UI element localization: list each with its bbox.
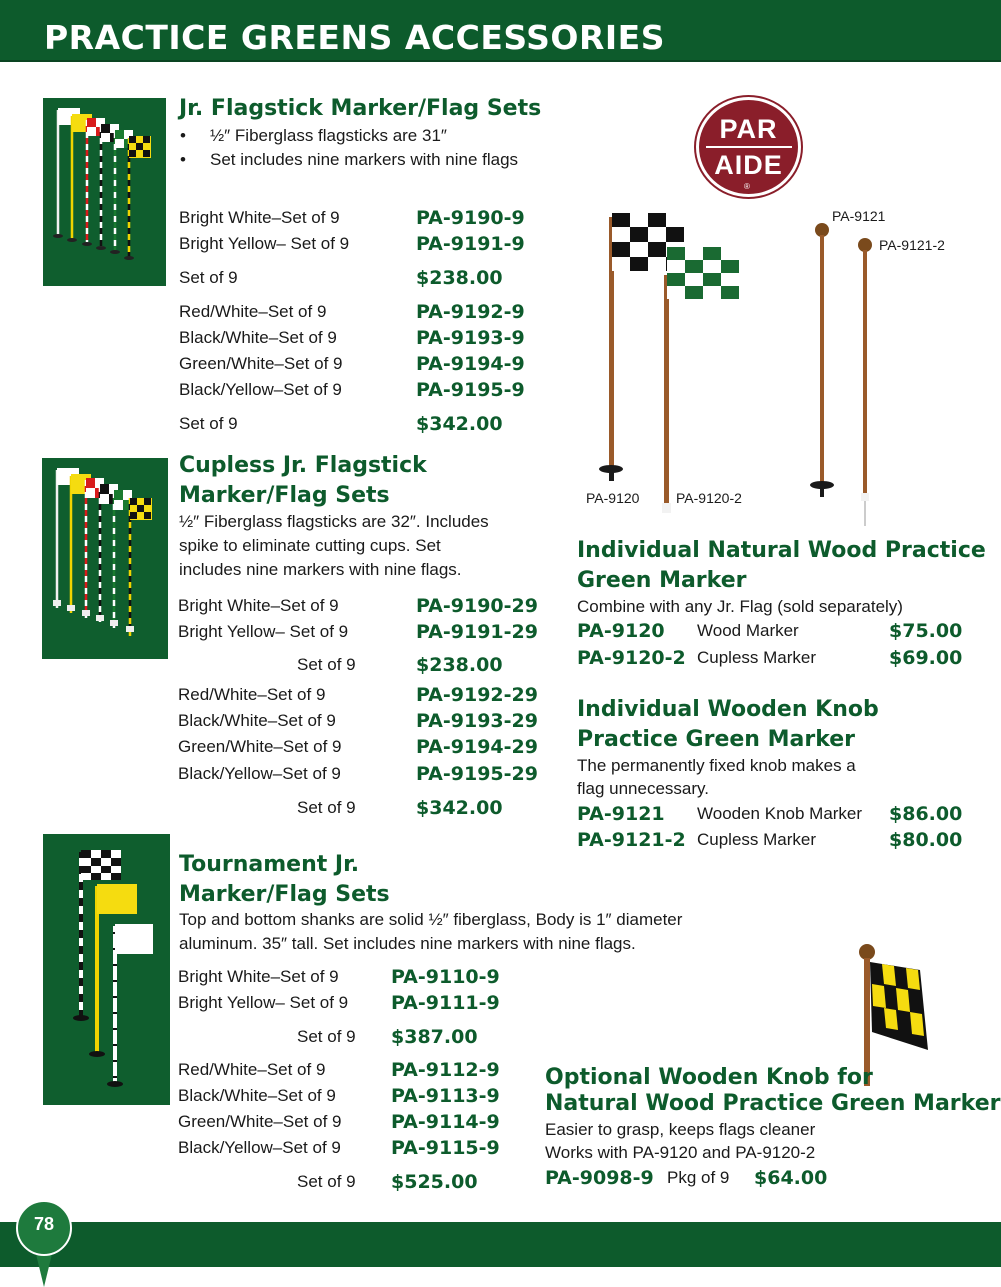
wooden-knob-title: Practice Green Marker [577,727,856,752]
optional-knob-title: Optional Wooden Knob for [545,1065,873,1090]
product-code: PA-9195-9 [416,379,525,401]
optional-knob-description: Works with PA-9120 and PA-9120-2 [545,1143,816,1162]
cupless-jr-description: ½″ Fiberglass flagsticks are 32″. Includes [179,512,489,531]
product-code: PA-9121 [577,803,665,825]
product-label: Black/Yellow–Set of 9 [178,764,341,783]
product-label: Bright Yellow– Set of 9 [179,234,350,253]
product-code: PA-9121-2 [577,829,686,851]
price: $69.00 [889,647,963,669]
product-name: Wooden Knob Marker [697,804,863,823]
price: $86.00 [889,803,963,825]
product-label: Bright White–Set of 9 [179,208,340,227]
product-code: PA-9115-9 [391,1137,500,1159]
product-label: Black/White–Set of 9 [179,328,337,347]
price: $387.00 [391,1026,478,1048]
tournament-jr-description: Top and bottom shanks are solid ½″ fiberglass, Body is 1″ diameter [179,910,683,929]
product-name: Wood Marker [697,621,799,640]
wooden-knob-description: The permanently fixed knob makes a [577,756,856,775]
flag-marker-green [110,490,132,628]
wood-markers-photo [590,205,950,530]
price-label: Set of 9 [179,414,238,433]
product-code: PA-9191-9 [416,233,525,255]
product-code: PA-9195-29 [416,763,538,785]
price-label: Set of 9 [297,655,356,674]
product-code: PA-9194-29 [416,736,538,758]
price: $75.00 [889,620,963,642]
page-number: 78 [33,1214,55,1234]
product-code: PA-9190-29 [416,595,538,617]
product-code: PA-9191-29 [416,621,538,643]
logo-divider [706,146,792,148]
price-label: Set of 9 [297,1172,356,1191]
price-label: Set of 9 [297,798,356,817]
product-label: Red/White–Set of 9 [178,1060,326,1079]
photo-caption: PA-9120-2 [676,490,742,506]
product-label: Bright Yellow– Set of 9 [178,993,349,1012]
product-label: Black/Yellow–Set of 9 [179,380,342,399]
product-code: PA-9192-9 [416,301,525,323]
photo-caption: PA-9120 [586,490,640,506]
product-code: PA-9120-2 [577,647,686,669]
price: $64.00 [754,1167,828,1189]
jr-flagstick-photo [43,98,166,286]
product-label: Black/White–Set of 9 [178,711,336,730]
product-code: PA-9110-9 [391,966,500,988]
product-label: Green/White–Set of 9 [178,1112,342,1131]
natural-wood-description: Combine with any Jr. Flag (sold separately) [577,597,903,616]
product-code: PA-9192-29 [416,684,538,706]
flag-marker-blackyellow [126,498,152,636]
price: $238.00 [416,267,503,289]
logo-registered-mark: ® [744,182,750,191]
product-label: Bright Yellow– Set of 9 [178,622,349,641]
logo-text-par: PAR [719,114,778,144]
tournament-jr-photo [43,834,170,1105]
pack-size: Pkg of 9 [667,1168,730,1187]
price: $342.00 [416,797,503,819]
product-label: Green/White–Set of 9 [179,354,343,373]
flag-marker-white [107,924,153,1087]
product-name: Cupless Marker [697,830,817,849]
product-code: PA-9111-9 [391,992,500,1014]
product-code: PA-9120 [577,620,665,642]
product-code: PA-9193-29 [416,710,538,732]
product-label: Black/Yellow–Set of 9 [178,1138,341,1157]
price-label: Set of 9 [179,268,238,287]
optional-knob-description: Easier to grasp, keeps flags cleaner [545,1120,816,1139]
product-label: Green/White–Set of 9 [178,737,342,756]
wood-marker-pa9121-2 [858,238,872,526]
logo-text-aide: AIDE [714,150,783,180]
flag-marker-blackyellow [124,136,151,260]
golf-tee-icon [36,1254,52,1287]
tournament-jr-title: Tournament Jr. [179,852,360,877]
jr-flagstick-title: Jr. Flagstick Marker/Flag Sets [179,96,542,121]
natural-wood-title: Green Marker [577,568,747,593]
page-title: PRACTICE GREENS ACCESSORIES [44,18,665,57]
price: $80.00 [889,829,963,851]
product-code: PA-9193-9 [416,327,525,349]
price-label: Set of 9 [297,1027,356,1046]
cupless-jr-description: includes nine markers with nine flags. [179,560,462,579]
product-label: Red/White–Set of 9 [179,302,327,321]
wooden-knob-description: flag unnecessary. [577,779,709,798]
cupless-jr-photo [42,458,168,659]
product-name: Cupless Marker [697,648,817,667]
product-label: Black/White–Set of 9 [178,1086,336,1105]
wooden-knob-title: Individual Wooden Knob [577,697,879,722]
optional-knob-title: Natural Wood Practice Green Marker [545,1091,1001,1116]
cupless-jr-description: spike to eliminate cutting cups. Set [179,536,441,555]
jr-flagstick-bullet: • Set includes nine markers with nine flags [180,150,519,169]
cupless-jr-title: Cupless Jr. Flagstick [179,453,427,478]
footer-bar [0,1222,1001,1267]
product-label: Bright White–Set of 9 [178,967,339,986]
wood-marker-pa9120-2 [662,247,739,513]
jr-flagstick-bullet: • ½″ Fiberglass flagsticks are 31″ [180,126,447,145]
price: $525.00 [391,1171,478,1193]
photo-caption: PA-9121 [832,208,886,224]
natural-wood-title: Individual Natural Wood Practice [577,538,986,563]
product-code: PA-9194-9 [416,353,525,375]
product-code: PA-9190-9 [416,207,525,229]
cupless-jr-title: Marker/Flag Sets [179,483,390,508]
tournament-jr-title: Marker/Flag Sets [179,882,390,907]
product-label: Bright White–Set of 9 [178,596,339,615]
price: $238.00 [416,654,503,676]
tournament-jr-description: aluminum. 35″ tall. Set includes nine markers with nine flags. [179,934,636,953]
product-code: PA-9113-9 [391,1085,500,1107]
price: $342.00 [416,413,503,435]
product-code: PA-9114-9 [391,1111,500,1133]
product-label: Red/White–Set of 9 [178,685,326,704]
wood-marker-pa9121 [810,223,834,497]
product-code: PA-9098-9 [545,1167,654,1189]
photo-caption: PA-9121-2 [879,237,945,253]
product-code: PA-9112-9 [391,1059,500,1081]
